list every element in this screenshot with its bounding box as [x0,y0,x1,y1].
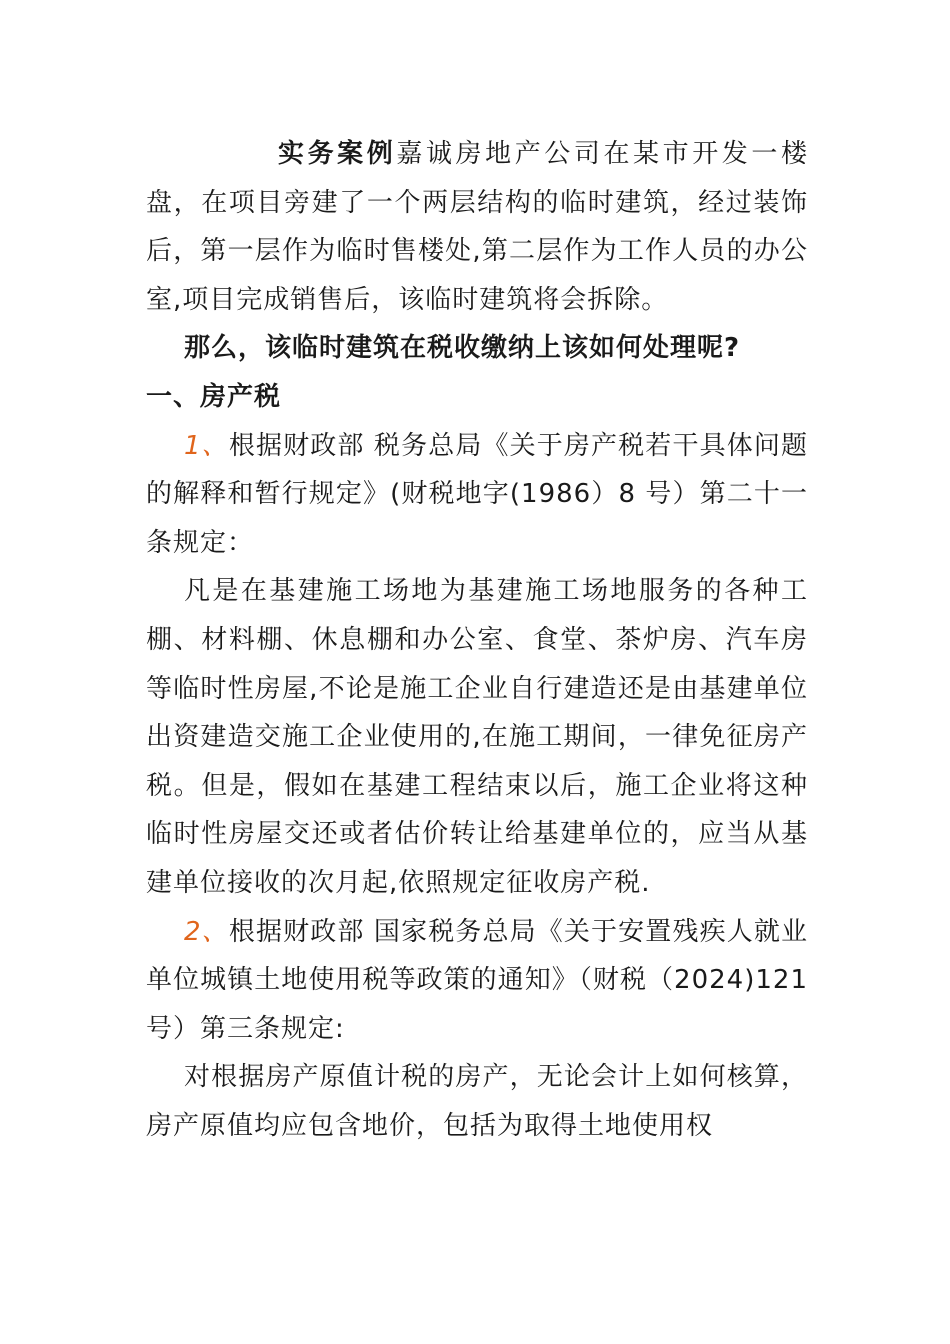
case-paragraph [146,130,808,324]
item-2-paragraph [146,908,808,1054]
section-heading-property-tax: 一、房产税 [146,381,282,412]
item-1-paragraph [146,422,808,568]
item-1-number: 1、 [184,430,229,461]
item-2-number: 2、 [184,916,229,947]
item-2-text: 根据财政部 国家税务总局《关于安置残疾人就业单位城镇土地使用税等政策的通知》（财税（2024)121 号）第三条规定: [146,916,809,1044]
case-text: 嘉诚房地产公司在某市开发一楼盘，在项目旁建了一个两层结构的临时建筑，经过装饰后，第一层作为临时售楼处,第二层作为工作人员的办公室,项目完成销售后，该临时建筑将会拆除。 [146,139,808,315]
document-page [146,130,808,1150]
item-2-body: 对根据房产原值计税的房产，无论会计上如何核算，房产原值均应包含地价，包括为取得土地使用权 [146,1062,808,1141]
item-1-text: 根据财政部 税务总局《关于房产税若干具体问题的解释和暂行规定》(财税地字(1986）8 号）第二十一条规定： [146,430,809,558]
case-label: 实务案例 [278,139,397,169]
question-line: 那么，该临时建筑在税收缴纳上该如何处理呢? [184,333,741,364]
item-1-body: 凡是在基建施工场地为基建施工场地服务的各种工棚、材料棚、休息棚和办公室、食堂、茶炉房、汽车房等临时性房屋,不论是施工企业自行建造还是由基建单位出资建造交施工企业使用的,在施工期间，一律免征房产税。但是，假如在基建工程结束以后，施工企业将这种临时性房屋交还或者估价转让给基建单位的，应当从基建单位接收的次月起,依照规定征收房产税. [146,576,808,898]
